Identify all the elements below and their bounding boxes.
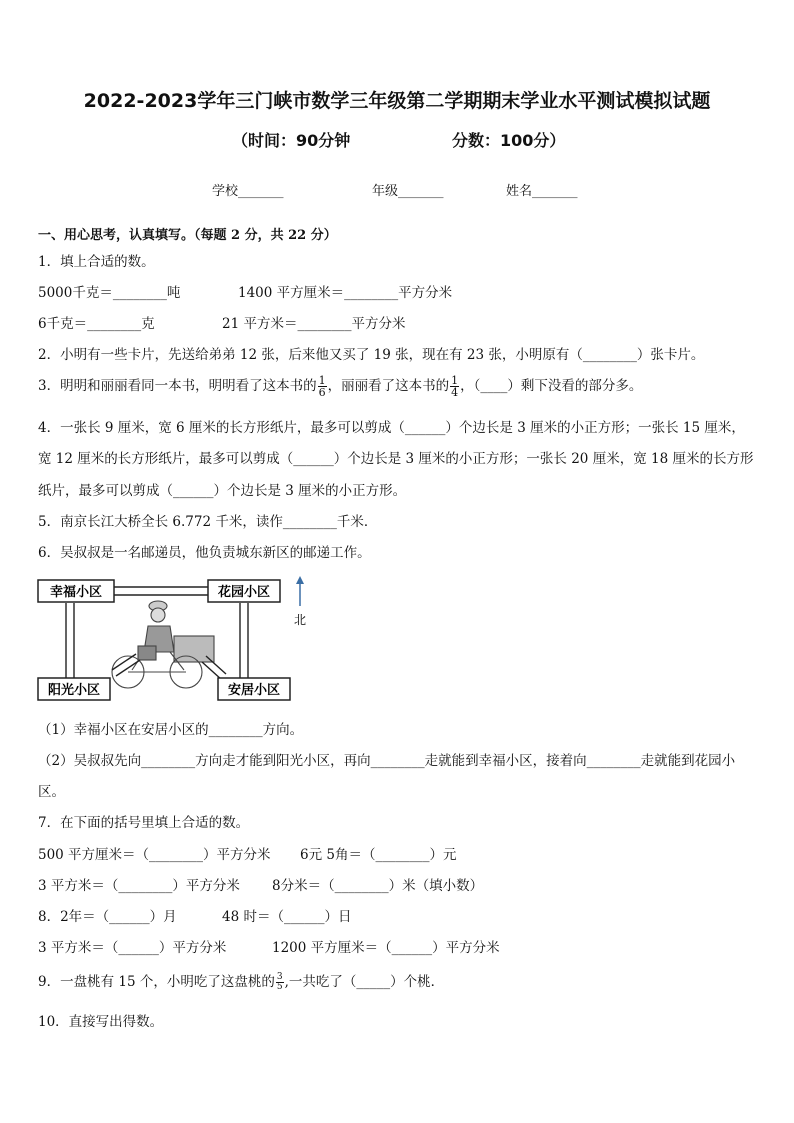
north-arrow-icon [296, 576, 304, 606]
q2-text: 2．小明有一些卡片，先送给弟弟 12 张，后来他又买了 19 张，现在有 23 张，小明原有（________）张卡片。 [38, 347, 705, 363]
q1-b: 1400 平方厘米＝________平方分米 [238, 285, 453, 301]
name-field: 姓名_______ [506, 184, 578, 199]
q1-d: 21 平方米＝________平方分米 [222, 316, 406, 332]
q4-line-3: 纸片，最多可以剪成（______）个边长是 3 厘米的小正方形。 [38, 483, 407, 499]
fraction-three-fifths: $\frac{3}{5}$ [276, 972, 283, 992]
q8-c: 3 平方米＝（______）平方分米 [38, 940, 227, 956]
community-map [36, 574, 326, 706]
q6-sub2-line2: 区。 [38, 784, 65, 800]
q3-pre: 3．明明和丽丽看同一本书，明明看了这本书的 [38, 378, 317, 394]
q10-text: 10．直接写出得数。 [38, 1014, 164, 1030]
exam-time: （时间：90分钟 [232, 131, 351, 150]
q9-post: ,一共吃了（_____）个桃． [284, 974, 445, 990]
q8-b: 48 时＝（______）日 [222, 909, 352, 925]
page-title: 2022-2023学年三门峡市数学三年级第二学期期末学业水平测试模拟试题 [83, 90, 711, 112]
q3-mid: ，丽丽看了这本书的 [327, 378, 450, 394]
fraction-one-quarter: $\frac{1}{4}$ [451, 374, 459, 399]
q8-d: 1200 平方厘米＝（______）平方分米 [272, 940, 500, 956]
north-label: 北 [293, 613, 307, 627]
fraction-one-sixth: $\frac{1}{6}$ [318, 374, 326, 399]
q1-a: 5000千克＝________吨 [38, 285, 181, 301]
exam-score: 分数：100分） [452, 131, 566, 150]
label-xingfu: 幸福小区 [49, 585, 103, 600]
label-huayuan: 花园小区 [217, 585, 271, 600]
q7-a: 500 平方厘米＝（________）平方分米 [38, 847, 271, 863]
section-heading: 一、用心思考，认真填写。（每题 2 分，共 22 分） [38, 228, 337, 243]
q7-stem: 7．在下面的括号里填上合适的数。 [38, 815, 250, 831]
school-field: 学校_______ [212, 184, 284, 199]
q6-stem: 6．吴叔叔是一名邮递员，他负责城东新区的邮递工作。 [38, 545, 371, 561]
q9-text [38, 970, 444, 992]
q4-line-1: 4．一张长 9 厘米，宽 6 厘米的长方形纸片，最多可以剪成（______）个边长是 3 厘米的小正方形；一张长 15 厘米， [38, 420, 745, 436]
q9-pre: 9．一盘桃有 15 个，小明吃了这盘桃的 [38, 974, 275, 990]
grade-field: 年级_______ [372, 184, 444, 199]
q5-text: 5．南京长江大桥全长 6.772 千米，读作________千米． [38, 514, 378, 530]
q7-d: 8分米＝（________）米（填小数） [272, 878, 484, 894]
q6-sub2-line1: （2）吴叔叔先向________方向走才能到阳光小区，再向________走就能到幸福小区，接着向________走就能到花园小 [38, 753, 736, 769]
postman-illustration [112, 601, 214, 688]
q4-line-2: 宽 12 厘米的长方形纸片，最多可以剪成（______）个边长是 3 厘米的小正方形；一张长 20 厘米，宽 18 厘米的长方形 [38, 451, 754, 467]
label-anju: 安居小区 [227, 683, 281, 698]
q3-post: ，（____）剩下没看的部分多。 [460, 378, 643, 394]
q7-b: 6元 5角＝（________）元 [300, 847, 457, 863]
q3-text [38, 374, 642, 398]
q6-sub1: （1）幸福小区在安居小区的________方向。 [38, 722, 304, 738]
q8-a: 8．2年＝（______）月 [38, 909, 177, 925]
label-yangguang: 阳光小区 [47, 683, 101, 698]
q1-stem: 1．填上合适的数。 [38, 254, 155, 270]
q1-c: 6千克＝________克 [38, 316, 155, 332]
q7-c: 3 平方米＝（________）平方分米 [38, 878, 240, 894]
